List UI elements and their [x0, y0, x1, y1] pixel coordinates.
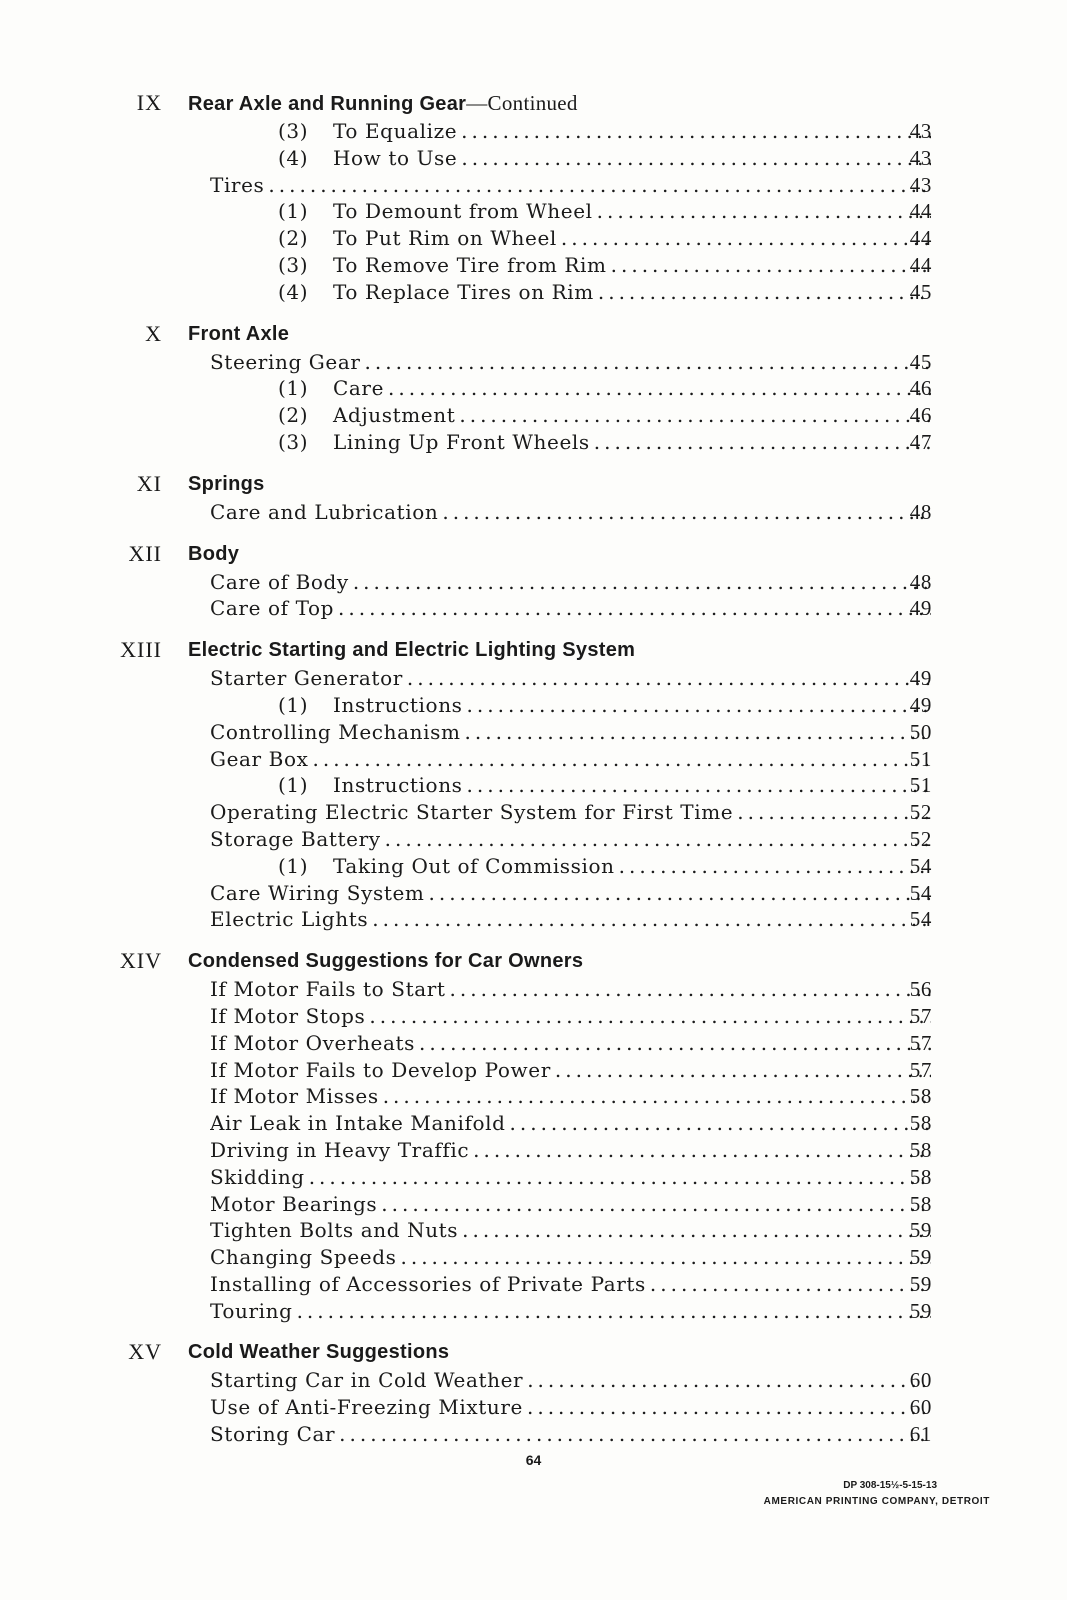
section-number: X	[145, 320, 162, 346]
toc-entry-label	[210, 172, 931, 199]
toc-entry-label	[210, 569, 931, 596]
entry-title: To Put Rim on Wheel	[333, 226, 557, 251]
entry-page-number: 43	[909, 145, 932, 170]
entry-number: (1)	[278, 199, 309, 224]
toc-entry	[0, 1003, 1067, 1030]
entry-title: Care of Body	[210, 569, 349, 594]
entry-title: If Motor Misses	[210, 1084, 379, 1109]
dot-leader	[615, 853, 931, 880]
toc-entry	[0, 1191, 1067, 1218]
entry-title: Driving in Heavy Traffic	[210, 1137, 470, 1162]
entry-page-number: 59	[909, 1298, 932, 1323]
toc-entry-label	[210, 349, 931, 376]
entry-page-number: 58	[909, 1191, 932, 1216]
toc-entry-label	[210, 799, 931, 826]
toc-entry	[0, 719, 1067, 746]
toc-entry	[0, 665, 1067, 692]
toc-entry	[0, 1057, 1067, 1084]
toc-entry	[0, 595, 1067, 622]
entry-title: Motor Bearings	[210, 1191, 378, 1216]
section-title	[188, 637, 635, 664]
entry-page-number: 44	[909, 252, 932, 277]
entry-title: To Replace Tires on Rim	[333, 279, 594, 304]
dot-leader	[368, 906, 931, 933]
entry-title: Gear Box	[210, 746, 309, 771]
dot-leader	[551, 1057, 931, 1084]
entry-title: Changing Speeds	[210, 1245, 397, 1270]
entry-page-number: 54	[909, 880, 932, 905]
section-heading	[0, 1339, 1067, 1367]
dot-leader	[455, 402, 931, 429]
toc-entry-label	[210, 976, 931, 1003]
entry-title: Starting Car in Cold Weather	[210, 1368, 524, 1393]
toc-entry-label	[278, 145, 931, 172]
toc-entry-label	[210, 1421, 931, 1448]
section-title-text: Front Axle	[188, 322, 290, 345]
toc-entry	[0, 402, 1067, 429]
entry-page-number: 57	[909, 1057, 932, 1082]
entry-number: (3)	[278, 119, 309, 143]
entry-page-number: 54	[909, 853, 932, 878]
entry-number: (4)	[278, 279, 309, 304]
entry-page-number: 49	[909, 692, 932, 717]
toc-entry	[0, 1083, 1067, 1110]
toc-entry	[0, 279, 1067, 306]
toc-entry	[0, 1394, 1067, 1421]
section-number: XV	[128, 1339, 162, 1365]
toc-entry	[0, 1271, 1067, 1298]
entry-page-number: 58	[909, 1111, 932, 1136]
entry-page-number: 58	[909, 1084, 932, 1109]
toc-entry	[0, 252, 1067, 279]
entry-page-number: 48	[909, 569, 932, 594]
dot-leader	[458, 1217, 931, 1244]
entry-page-number: 61	[909, 1422, 932, 1447]
entry-title: Air Leak in Intake Manifold	[210, 1111, 506, 1136]
entry-page-number: 58	[909, 1137, 932, 1162]
dot-leader	[334, 595, 931, 622]
toc-entry-label	[278, 692, 931, 719]
entry-title: Instructions	[333, 773, 463, 798]
entry-title: To Remove Tire from Rim	[333, 252, 607, 277]
toc-entry-label	[210, 1298, 931, 1325]
dot-leader	[308, 746, 931, 773]
section-title	[188, 321, 289, 348]
toc-entry-label	[210, 1003, 931, 1030]
toc-entry-label	[210, 1244, 931, 1271]
entry-page-number: 54	[909, 907, 932, 932]
entry-title: If Motor Overheats	[210, 1030, 416, 1055]
dot-leader	[438, 499, 931, 526]
entry-title: Lining Up Front Wheels	[333, 429, 590, 454]
toc-entry	[0, 145, 1067, 172]
toc-entry-label	[210, 906, 931, 933]
section-number: XII	[128, 540, 162, 566]
toc-entry	[0, 1110, 1067, 1137]
section-title-text: Springs	[188, 472, 265, 495]
dot-leader	[457, 145, 931, 172]
toc-entry-label	[210, 1110, 931, 1137]
toc-entry-label	[210, 1367, 931, 1394]
entry-page-number: 46	[909, 403, 932, 428]
entry-title: Tighten Bolts and Nuts	[210, 1218, 459, 1243]
toc-entry-label	[210, 665, 931, 692]
section-number: XIII	[120, 637, 162, 663]
toc-entry	[0, 118, 1067, 145]
dot-leader	[396, 1244, 931, 1271]
dot-leader	[594, 279, 931, 306]
entry-page-number: 60	[909, 1395, 932, 1420]
section-title-text: Condensed Suggestions for Car Owners	[188, 950, 584, 973]
toc-entry-label	[210, 1057, 931, 1084]
toc-entry-label	[210, 880, 931, 907]
dot-leader	[365, 1003, 931, 1030]
section-title	[188, 471, 265, 498]
section-title	[188, 1339, 449, 1366]
entry-title: Use of Anti-Freezing Mixture	[210, 1395, 523, 1420]
entry-title: Operating Electric Starter System for First Time	[210, 800, 734, 825]
entry-title: If Motor Fails to Develop Power	[210, 1057, 551, 1082]
toc-entry-label	[278, 279, 931, 306]
toc-entry-label	[278, 429, 931, 456]
entry-page-number: 51	[909, 746, 932, 771]
entry-title: Skidding	[210, 1164, 305, 1189]
toc-entry	[0, 976, 1067, 1003]
toc-entry-label	[210, 1137, 931, 1164]
entry-title: Storage Battery	[210, 826, 381, 851]
section-title-text: Cold Weather Suggestions	[188, 1341, 450, 1364]
dot-leader	[305, 1164, 931, 1191]
entry-page-number: 48	[909, 499, 932, 524]
dot-leader	[415, 1030, 931, 1057]
toc-entry	[0, 1137, 1067, 1164]
entry-page-number: 49	[909, 666, 932, 691]
entry-title: Electric Lights	[210, 907, 369, 932]
entry-page-number: 59	[909, 1271, 932, 1296]
dot-leader	[523, 1394, 931, 1421]
entry-title: Care	[333, 376, 385, 401]
dot-leader	[403, 665, 931, 692]
entry-title: Starter Generator	[210, 666, 403, 691]
dot-leader	[446, 976, 931, 1003]
entry-title: If Motor Fails to Start	[210, 977, 446, 1002]
entry-page-number: 43	[909, 172, 932, 197]
toc-entry-label	[210, 1271, 931, 1298]
entry-number: (1)	[278, 773, 309, 798]
entry-title: How to Use	[333, 145, 458, 170]
toc-entry	[0, 1030, 1067, 1057]
toc-entry	[0, 906, 1067, 933]
entry-page-number: 44	[909, 199, 932, 224]
entry-title: To Equalize	[333, 119, 458, 143]
entry-page-number: 45	[909, 349, 932, 374]
section-heading	[0, 90, 1067, 118]
toc-entry	[0, 225, 1067, 252]
section-title	[188, 90, 578, 118]
toc-entry	[0, 1421, 1067, 1448]
dot-leader	[463, 772, 931, 799]
entry-title: Care of Top	[210, 596, 335, 621]
dot-leader	[361, 349, 931, 376]
entry-page-number: 44	[909, 226, 932, 251]
toc-entry	[0, 746, 1067, 773]
entry-page-number: 59	[909, 1245, 932, 1270]
toc-entry-label	[210, 1394, 931, 1421]
toc-entry	[0, 349, 1067, 376]
section-heading	[0, 471, 1067, 499]
dot-leader	[379, 1083, 931, 1110]
toc-entry	[0, 375, 1067, 402]
entry-page-number: 52	[909, 826, 932, 851]
entry-page-number: 60	[909, 1368, 932, 1393]
dot-leader	[335, 1421, 931, 1448]
section-continued: —Continued	[466, 91, 578, 115]
entry-title: Care and Lubrication	[210, 499, 439, 524]
toc-entry	[0, 499, 1067, 526]
toc-entry	[0, 853, 1067, 880]
table-of-contents	[0, 90, 1067, 1448]
dot-leader	[590, 429, 931, 456]
dot-leader	[733, 799, 931, 826]
toc-entry	[0, 1217, 1067, 1244]
entry-title: Touring	[210, 1298, 293, 1323]
toc-entry-label	[278, 853, 931, 880]
section-number: IX	[136, 90, 162, 115]
toc-entry-label	[210, 1083, 931, 1110]
entry-page-number: 52	[909, 800, 932, 825]
entry-title: Adjustment	[333, 403, 456, 428]
entry-number: (1)	[278, 376, 309, 401]
dot-leader	[293, 1298, 931, 1325]
entry-page-number: 58	[909, 1164, 932, 1189]
entry-number: (3)	[278, 252, 309, 277]
dot-leader	[557, 225, 931, 252]
entry-title: Controlling Mechanism	[210, 719, 461, 744]
dot-leader	[646, 1271, 931, 1298]
entry-page-number: 59	[909, 1218, 932, 1243]
toc-entry-label	[278, 198, 931, 225]
toc-entry	[0, 1164, 1067, 1191]
dot-leader	[349, 569, 931, 596]
dot-leader	[523, 1367, 931, 1394]
toc-entry	[0, 429, 1067, 456]
entry-number: (3)	[278, 429, 309, 454]
toc-entry-label	[210, 1191, 931, 1218]
toc-entry-label	[210, 719, 931, 746]
toc-entry-label	[210, 1164, 931, 1191]
entry-page-number: 49	[909, 596, 932, 621]
dot-leader	[463, 692, 931, 719]
section-title	[188, 541, 239, 568]
toc-entry	[0, 1244, 1067, 1271]
entry-title: Tires	[210, 172, 265, 197]
toc-entry-label	[210, 499, 931, 526]
toc-entry-label	[278, 375, 931, 402]
dot-leader	[384, 375, 931, 402]
section-heading	[0, 321, 1067, 349]
section-title-text: Body	[188, 542, 240, 565]
section-title	[188, 948, 583, 975]
printer-imprint: AMERICAN PRINTING COMPANY, DETROIT	[763, 1496, 990, 1507]
entry-page-number: 50	[909, 719, 932, 744]
dot-leader	[424, 880, 931, 907]
entry-number: (1)	[278, 853, 309, 878]
entry-page-number: 43	[909, 119, 932, 143]
toc-entry	[0, 569, 1067, 596]
entry-page-number: 51	[909, 773, 932, 798]
dot-leader	[593, 198, 931, 225]
toc-entry-label	[210, 1217, 931, 1244]
entry-title: To Demount from Wheel	[333, 199, 593, 224]
toc-entry-label	[278, 402, 931, 429]
dot-leader	[377, 1191, 931, 1218]
toc-entry	[0, 1298, 1067, 1325]
entry-number: (1)	[278, 692, 309, 717]
entry-page-number: 45	[909, 279, 932, 304]
entry-title: Installing of Accessories of Private Parts	[210, 1271, 646, 1296]
page-number: 64	[525, 1452, 542, 1468]
toc-entry-label	[210, 746, 931, 773]
dot-leader	[264, 172, 931, 199]
entry-title: Care Wiring System	[210, 880, 425, 905]
toc-entry	[0, 799, 1067, 826]
toc-entry-label	[278, 118, 931, 145]
entry-number: (2)	[278, 226, 309, 251]
entry-title: If Motor Stops	[210, 1003, 366, 1028]
toc-entry-label	[278, 225, 931, 252]
entry-page-number: 57	[909, 1030, 932, 1055]
entry-title: Steering Gear	[210, 349, 361, 374]
entry-page-number: 46	[909, 376, 932, 401]
toc-entry-label	[278, 772, 931, 799]
dot-leader	[506, 1110, 932, 1137]
entry-title: Instructions	[333, 692, 463, 717]
dot-leader	[381, 826, 931, 853]
section-heading	[0, 637, 1067, 665]
dot-leader	[469, 1137, 931, 1164]
toc-entry-label	[210, 595, 931, 622]
toc-entry	[0, 880, 1067, 907]
entry-number: (4)	[278, 145, 309, 170]
toc-entry	[0, 1367, 1067, 1394]
toc-entry	[0, 198, 1067, 225]
toc-entry	[0, 826, 1067, 853]
dot-leader	[607, 252, 931, 279]
dot-leader	[461, 719, 931, 746]
toc-entry-label	[278, 252, 931, 279]
section-number: XIV	[119, 948, 162, 974]
print-code: DP 308-15½-5-15-13	[843, 1480, 937, 1491]
section-title-text: Rear Axle and Running Gear	[188, 93, 467, 115]
section-title-text: Electric Starting and Electric Lighting System	[188, 639, 636, 662]
toc-entry-label	[210, 826, 931, 853]
entry-title: Storing Car	[210, 1422, 336, 1447]
toc-entry	[0, 172, 1067, 199]
entry-page-number: 57	[909, 1003, 932, 1028]
section-number: XI	[136, 470, 162, 496]
dot-leader	[457, 118, 931, 145]
entry-title: Taking Out of Commission	[333, 853, 615, 878]
toc-entry	[0, 772, 1067, 799]
entry-page-number: 56	[909, 977, 932, 1002]
entry-page-number: 47	[909, 429, 932, 454]
section-heading	[0, 541, 1067, 569]
entry-number: (2)	[278, 403, 309, 428]
toc-entry-label	[210, 1030, 931, 1057]
toc-entry	[0, 692, 1067, 719]
section-heading	[0, 948, 1067, 976]
